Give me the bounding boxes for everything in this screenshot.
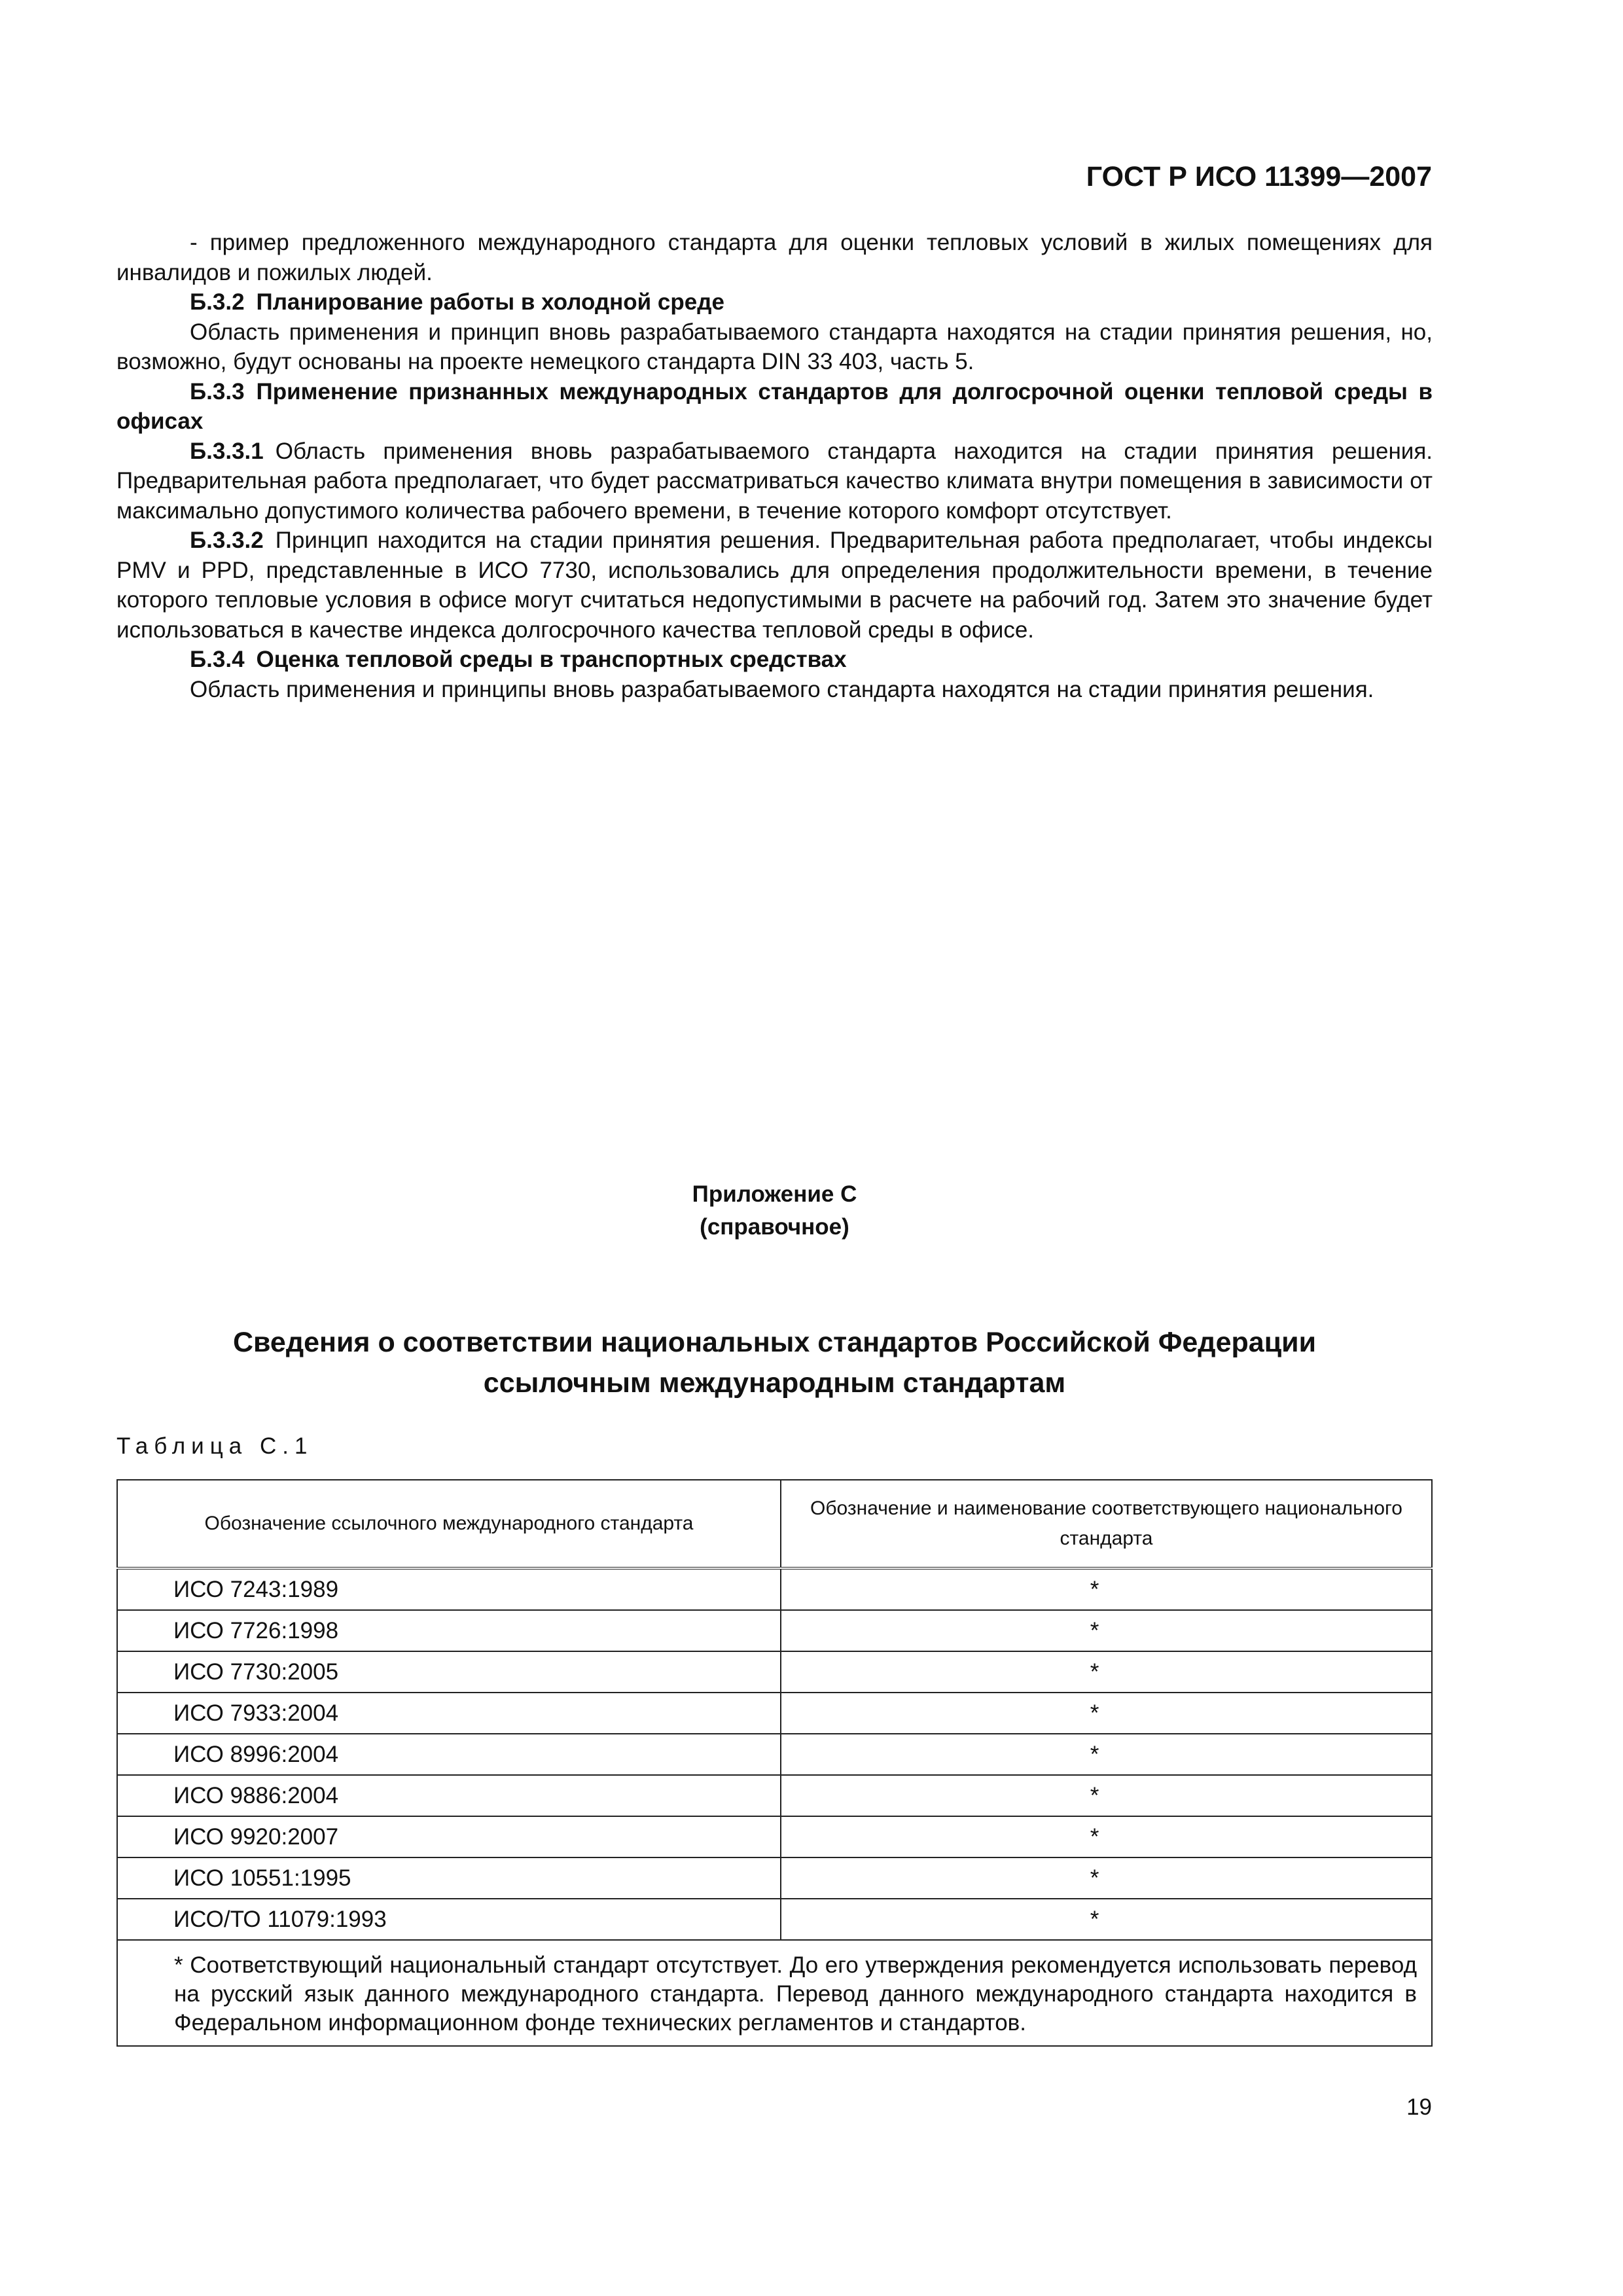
international-standard-cell: ИСО 7730:2005: [117, 1651, 781, 1693]
national-standard-cell: *: [781, 1651, 1432, 1693]
section-heading-b34: [116, 645, 1433, 675]
paragraph-text: Принцип находится на стадии принятия решения. Предварительная работа предполагает, чтобы индексы PMV и PPD, представленные в ИСО 7730, использовались для определения продолжительности времени, в течение которого тепловые условия в офисе могут считаться недопустимыми в расчете на рабочий год. Затем это значение будет использоваться в качестве индекса долгосрочного качества тепловой среды в офисе.: [116, 528, 1433, 643]
section-title: Планирование работы в холодной среде: [256, 289, 724, 315]
section-number: Б.3.3: [190, 378, 245, 404]
annex-title: [116, 1322, 1433, 1403]
international-standard-cell: ИСО 7726:1998: [117, 1610, 781, 1651]
international-standard-cell: ИСО 7933:2004: [117, 1693, 781, 1734]
table-row: [117, 1568, 1432, 1610]
national-standard-cell: *: [781, 1899, 1432, 1940]
section-title: Оценка тепловой среды в транспортных средствах: [256, 647, 847, 672]
national-standard-cell: *: [781, 1857, 1432, 1899]
section-heading-b32: [116, 287, 1433, 317]
section-number: Б.3.3.2: [190, 528, 264, 553]
paragraph-b331: [116, 437, 1433, 526]
national-standard-cell: *: [781, 1775, 1432, 1816]
national-standard-cell: *: [781, 1734, 1432, 1775]
international-standard-cell: ИСО/ТО 11079:1993: [117, 1899, 781, 1940]
column-header-international: Обозначение ссылочного международного стандарта: [117, 1480, 781, 1568]
appendix-type: (справочное): [700, 1214, 849, 1240]
table-row: [117, 1651, 1432, 1693]
table-row: [117, 1775, 1432, 1816]
table-header-row: [117, 1480, 1432, 1568]
international-standard-cell: ИСО 9886:2004: [117, 1775, 781, 1816]
table-row: [117, 1816, 1432, 1857]
body-text: [116, 228, 1433, 704]
paragraph-example-item: - пример предложенного международного стандарта для оценки тепловых условий в жилых помещениях для инвалидов и пожилых людей.: [116, 230, 1433, 285]
appendix-label: Приложение С: [692, 1181, 857, 1207]
section-heading-b33: [116, 377, 1433, 437]
section-title: Применение признанных международных стандартов для долгосрочной оценки тепловой среды в офисах: [116, 378, 1433, 434]
national-standard-cell: *: [781, 1816, 1432, 1857]
standards-table: [116, 1479, 1433, 2047]
table-row: [117, 1899, 1432, 1940]
table-row: [117, 1693, 1432, 1734]
document-number-header: ГОСТ Р ИСО 11399—2007: [1086, 161, 1432, 192]
column-header-national: Обозначение и наименование соответствующего национального стандарта: [781, 1480, 1432, 1568]
paragraph-b332: [116, 526, 1433, 645]
table-footnote: * Соответствующий национальный стандарт отсутствует. До его утверждения рекомендуется использовать перевод на русский язык данного международного стандарта. Перевод данного международного стандарта находится в Федеральном информационном фонде технических регламентов и стандартов.: [174, 1952, 1417, 2036]
international-standard-cell: ИСО 8996:2004: [117, 1734, 781, 1775]
annex-title-line1: Сведения о соответствии национальных стандартов Российской Федерации: [232, 1327, 1317, 1358]
table-row: [117, 1610, 1432, 1651]
page-number: 19: [1406, 2094, 1432, 2120]
appendix-heading: [0, 1178, 1549, 1244]
international-standard-cell: ИСО 9920:2007: [117, 1816, 781, 1857]
table-row: [117, 1857, 1432, 1899]
international-standard-cell: ИСО 7243:1989: [117, 1568, 781, 1610]
section-number: Б.3.2: [190, 289, 245, 315]
annex-title-line2: ссылочным международным стандартам: [483, 1367, 1066, 1399]
section-number: Б.3.3.1: [190, 438, 264, 464]
international-standard-cell: ИСО 10551:1995: [117, 1857, 781, 1899]
national-standard-cell: *: [781, 1610, 1432, 1651]
national-standard-cell: *: [781, 1568, 1432, 1610]
table-caption: Таблица С.1: [116, 1433, 313, 1459]
table-row: [117, 1734, 1432, 1775]
national-standard-cell: *: [781, 1693, 1432, 1734]
table-footnote-row: [117, 1940, 1432, 2046]
paragraph-b32-text: Область применения и принцип вновь разрабатываемого стандарта находятся на стадии принятия решения, но, возможно, будут основаны на проекте немецкого стандарта DIN 33 403, часть 5.: [116, 319, 1433, 374]
paragraph-text: Область применения вновь разрабатываемого стандарта находится на стадии принятия решения. Предварительная работа предполагает, что будет рассматриваться качество климата внутри помещения в зависимости от максимально допустимого количества рабочего времени, в течение которого комфорт отсутствует.: [116, 438, 1433, 524]
paragraph-b34-text: Область применения и принципы вновь разрабатываемого стандарта находятся на стадии принятия решения.: [190, 676, 1374, 702]
section-number: Б.3.4: [190, 647, 245, 672]
